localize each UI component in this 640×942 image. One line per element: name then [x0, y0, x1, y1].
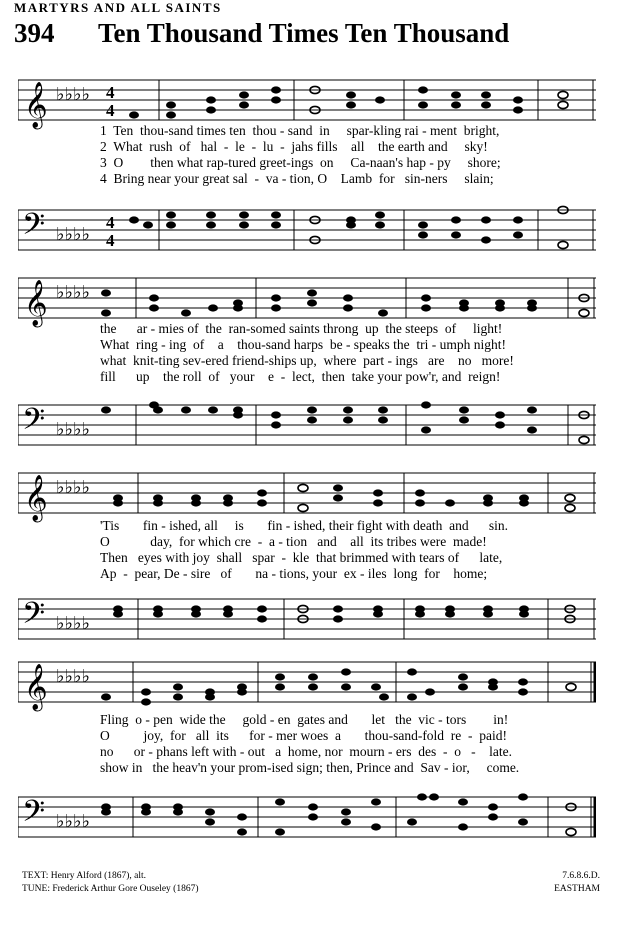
lyric-line: show in the heav'n your prom-ised sign; then, Prince and Sav - ior, come. [100, 760, 520, 775]
lyric-line: O joy, for all its for - mer woes a thou-sand-fold re - paid! [100, 728, 508, 743]
lyric-line: Ap - pear, De - sire of na - tions, your ex - iles long for home; [100, 566, 488, 581]
svg-text:♭♭♭♭: ♭♭♭♭ [56, 666, 90, 686]
svg-text:♭♭♭♭: ♭♭♭♭ [56, 477, 90, 497]
svg-text:𝄢: 𝄢 [22, 208, 46, 249]
treble-staff-system-3 [18, 463, 596, 525]
bass-staff-system-3 [18, 589, 596, 651]
svg-text:4: 4 [106, 83, 115, 102]
svg-text:4: 4 [106, 231, 115, 250]
svg-text:𝄞: 𝄞 [24, 280, 48, 326]
lyric-line: 'Tis fin - ished, all is fin - ished, their fight with death and sin. [100, 518, 509, 533]
lyric-line: What ring - ing of a thou-sand harps be - speaks the tri - umph night! [100, 337, 507, 352]
lyric-line: 4 Bring near your great sal - va - tion, O Lamb for sin-ners slain; [100, 171, 494, 186]
svg-text:♭♭♭♭: ♭♭♭♭ [56, 811, 90, 831]
tune-name: EASTHAM [554, 884, 600, 894]
svg-text:𝄞: 𝄞 [24, 664, 48, 710]
hymn-number: 394 [14, 18, 55, 48]
bass-staff-system-2 [18, 395, 596, 457]
treble-staff-system-4 [18, 652, 596, 714]
svg-text:𝄞: 𝄞 [24, 475, 48, 521]
svg-text:♭♭♭♭: ♭♭♭♭ [56, 613, 90, 633]
svg-text:♭♭♭♭: ♭♭♭♭ [56, 419, 90, 439]
section-heading: MARTYRS AND ALL SAINTS [14, 0, 222, 15]
bass-staff-system-4 [18, 787, 596, 849]
lyric-line: fill up the roll of your e - lect, then take your pow'r, and reign! [100, 369, 501, 384]
lyric-line: no or - phans left with - out a home, nor mourn - ers des - o - late. [100, 744, 513, 759]
lyric-line: 3 O then what rap-tured greet-ings on Ca-naan's hap - py shore; [100, 155, 501, 170]
svg-text:♭♭♭♭: ♭♭♭♭ [56, 282, 90, 302]
lyric-line: 2 What rush of hal - le - lu - jahs fills all the earth and sky! [100, 139, 488, 154]
svg-text:4: 4 [106, 101, 115, 120]
text-credit: TEXT: Henry Alford (1867), alt. [22, 871, 147, 881]
meter: 7.6.8.6.D. [562, 871, 600, 881]
svg-text:♭♭♭♭: ♭♭♭♭ [56, 224, 90, 244]
svg-text:4: 4 [106, 213, 115, 232]
svg-text:𝄢: 𝄢 [22, 795, 46, 836]
lyric-line: Fling o - pen wide the gold - en gates and let the vic - tors in! [100, 712, 509, 727]
svg-text:♭♭♭♭: ♭♭♭♭ [56, 84, 90, 104]
lyric-line: what knit-ting sev-ered friend-ships up, where part - ings are no more! [100, 353, 514, 368]
svg-text:𝄞: 𝄞 [24, 82, 48, 128]
lyric-line: the ar - mies of the ran-somed saints throng up the steeps of light! [100, 321, 503, 336]
hymn-title: Ten Thousand Times Ten Thousand [98, 18, 510, 48]
svg-text:𝄢: 𝄢 [22, 597, 46, 638]
lyric-line: Then eyes with joy shall spar - kle that brimmed with tears of late, [100, 550, 503, 565]
tune-credit: TUNE: Frederick Arthur Gore Ouseley (1867) [22, 884, 199, 894]
bass-staff-system-1 [18, 200, 596, 262]
lyric-line: O day, for which cre - a - tion and all its tribes were made! [100, 534, 487, 549]
svg-text:𝄢: 𝄢 [22, 403, 46, 444]
lyric-line: 1 Ten thou-sand times ten thou - sand in spar-kling rai - ment bright, [100, 123, 500, 138]
